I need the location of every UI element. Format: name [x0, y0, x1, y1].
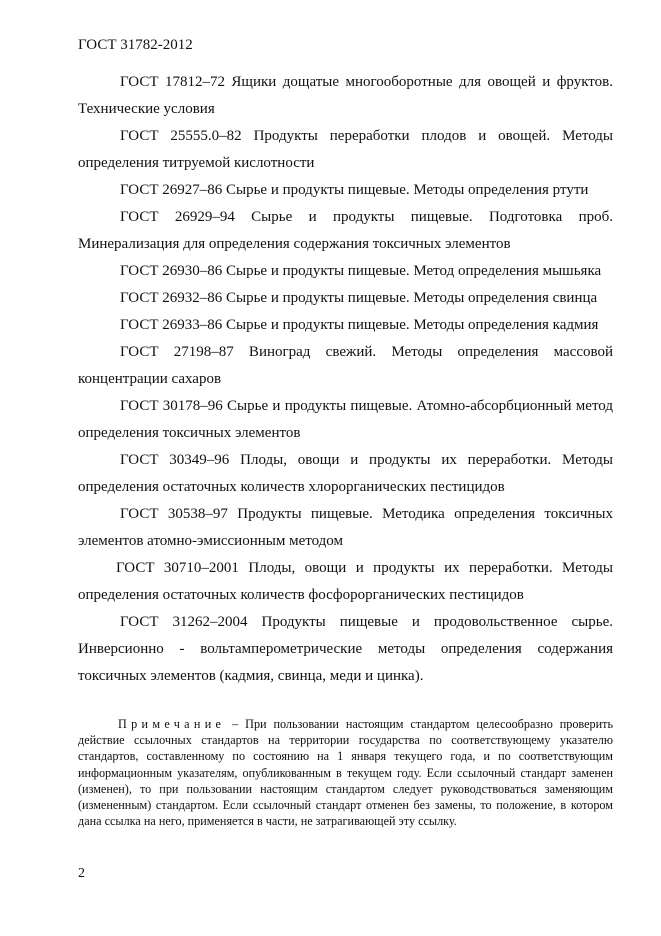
- reference-item: ГОСТ 27198–87 Виноград свежий. Методы определения массовой концентрации сахаров: [78, 344, 613, 387]
- reference-item: ГОСТ 26930–86 Сырье и продукты пищевые. Метод определения мышьяка: [120, 263, 602, 279]
- reference-item: ГОСТ 26929–94 Сырье и продукты пищевые. Подготовка проб. Минерализация для определения содержания токсичных элементов: [78, 209, 613, 252]
- page-number: 2: [78, 866, 85, 881]
- reference-item: ГОСТ 30710–2001 Плоды, овощи и продукты их переработки. Методы определения остаточных количеств фосфорорганических пестицидов: [78, 560, 613, 603]
- normative-references-list: [78, 69, 613, 690]
- note-block: [78, 716, 613, 829]
- note-dash: –: [225, 717, 246, 731]
- reference-item: ГОСТ 25555.0–82 Продукты переработки плодов и овощей. Методы определения титруемой кислотности: [78, 128, 613, 171]
- note-label: Примечание: [118, 717, 226, 731]
- reference-item: ГОСТ 30178–96 Сырье и продукты пищевые. Атомно-абсорбционный метод определения токсичных элементов: [78, 398, 613, 441]
- reference-item: ГОСТ 26927–86 Сырье и продукты пищевые. Методы определения ртути: [120, 182, 589, 198]
- note-text: При пользовании настоящим стандартом целесообразно проверить действие ссылочных стандартов на территории государства по соответствующему указателю стандартов, составленному по состоянию на 1 января текущего года, и по соответствующим информационным указателям, опубликованным в текущем году. Если ссылочный стандарт заменен (изменен), то при пользовании настоящим стандартом следует руководствоваться заменяющим (измененным) стандартом. Если ссылочный стандарт отменен без замены, то положение, в котором дана ссылка на него, применяется в части, не затрагивающей эту ссылку.: [78, 717, 614, 829]
- reference-item: ГОСТ 30538–97 Продукты пищевые. Методика определения токсичных элементов атомно-эмиссионным методом: [78, 506, 613, 549]
- reference-item: ГОСТ 26932–86 Сырье и продукты пищевые. Методы определения свинца: [120, 290, 598, 306]
- document-header: ГОСТ 31782-2012: [78, 37, 193, 53]
- reference-item: ГОСТ 30349–96 Плоды, овощи и продукты их переработки. Методы определения остаточных количеств хлорорганических пестицидов: [78, 452, 613, 495]
- reference-item: ГОСТ 26933–86 Сырье и продукты пищевые. Методы определения кадмия: [120, 317, 599, 333]
- reference-item: ГОСТ 17812–72 Ящики дощатые многооборотные для овощей и фруктов. Технические условия: [78, 74, 613, 117]
- reference-item: ГОСТ 31262–2004 Продукты пищевые и продовольственное сырье. Инверсионно - вольтамперометрические методы определения содержания токсичных элементов (кадмия, свинца, меди и цинка).: [78, 614, 613, 684]
